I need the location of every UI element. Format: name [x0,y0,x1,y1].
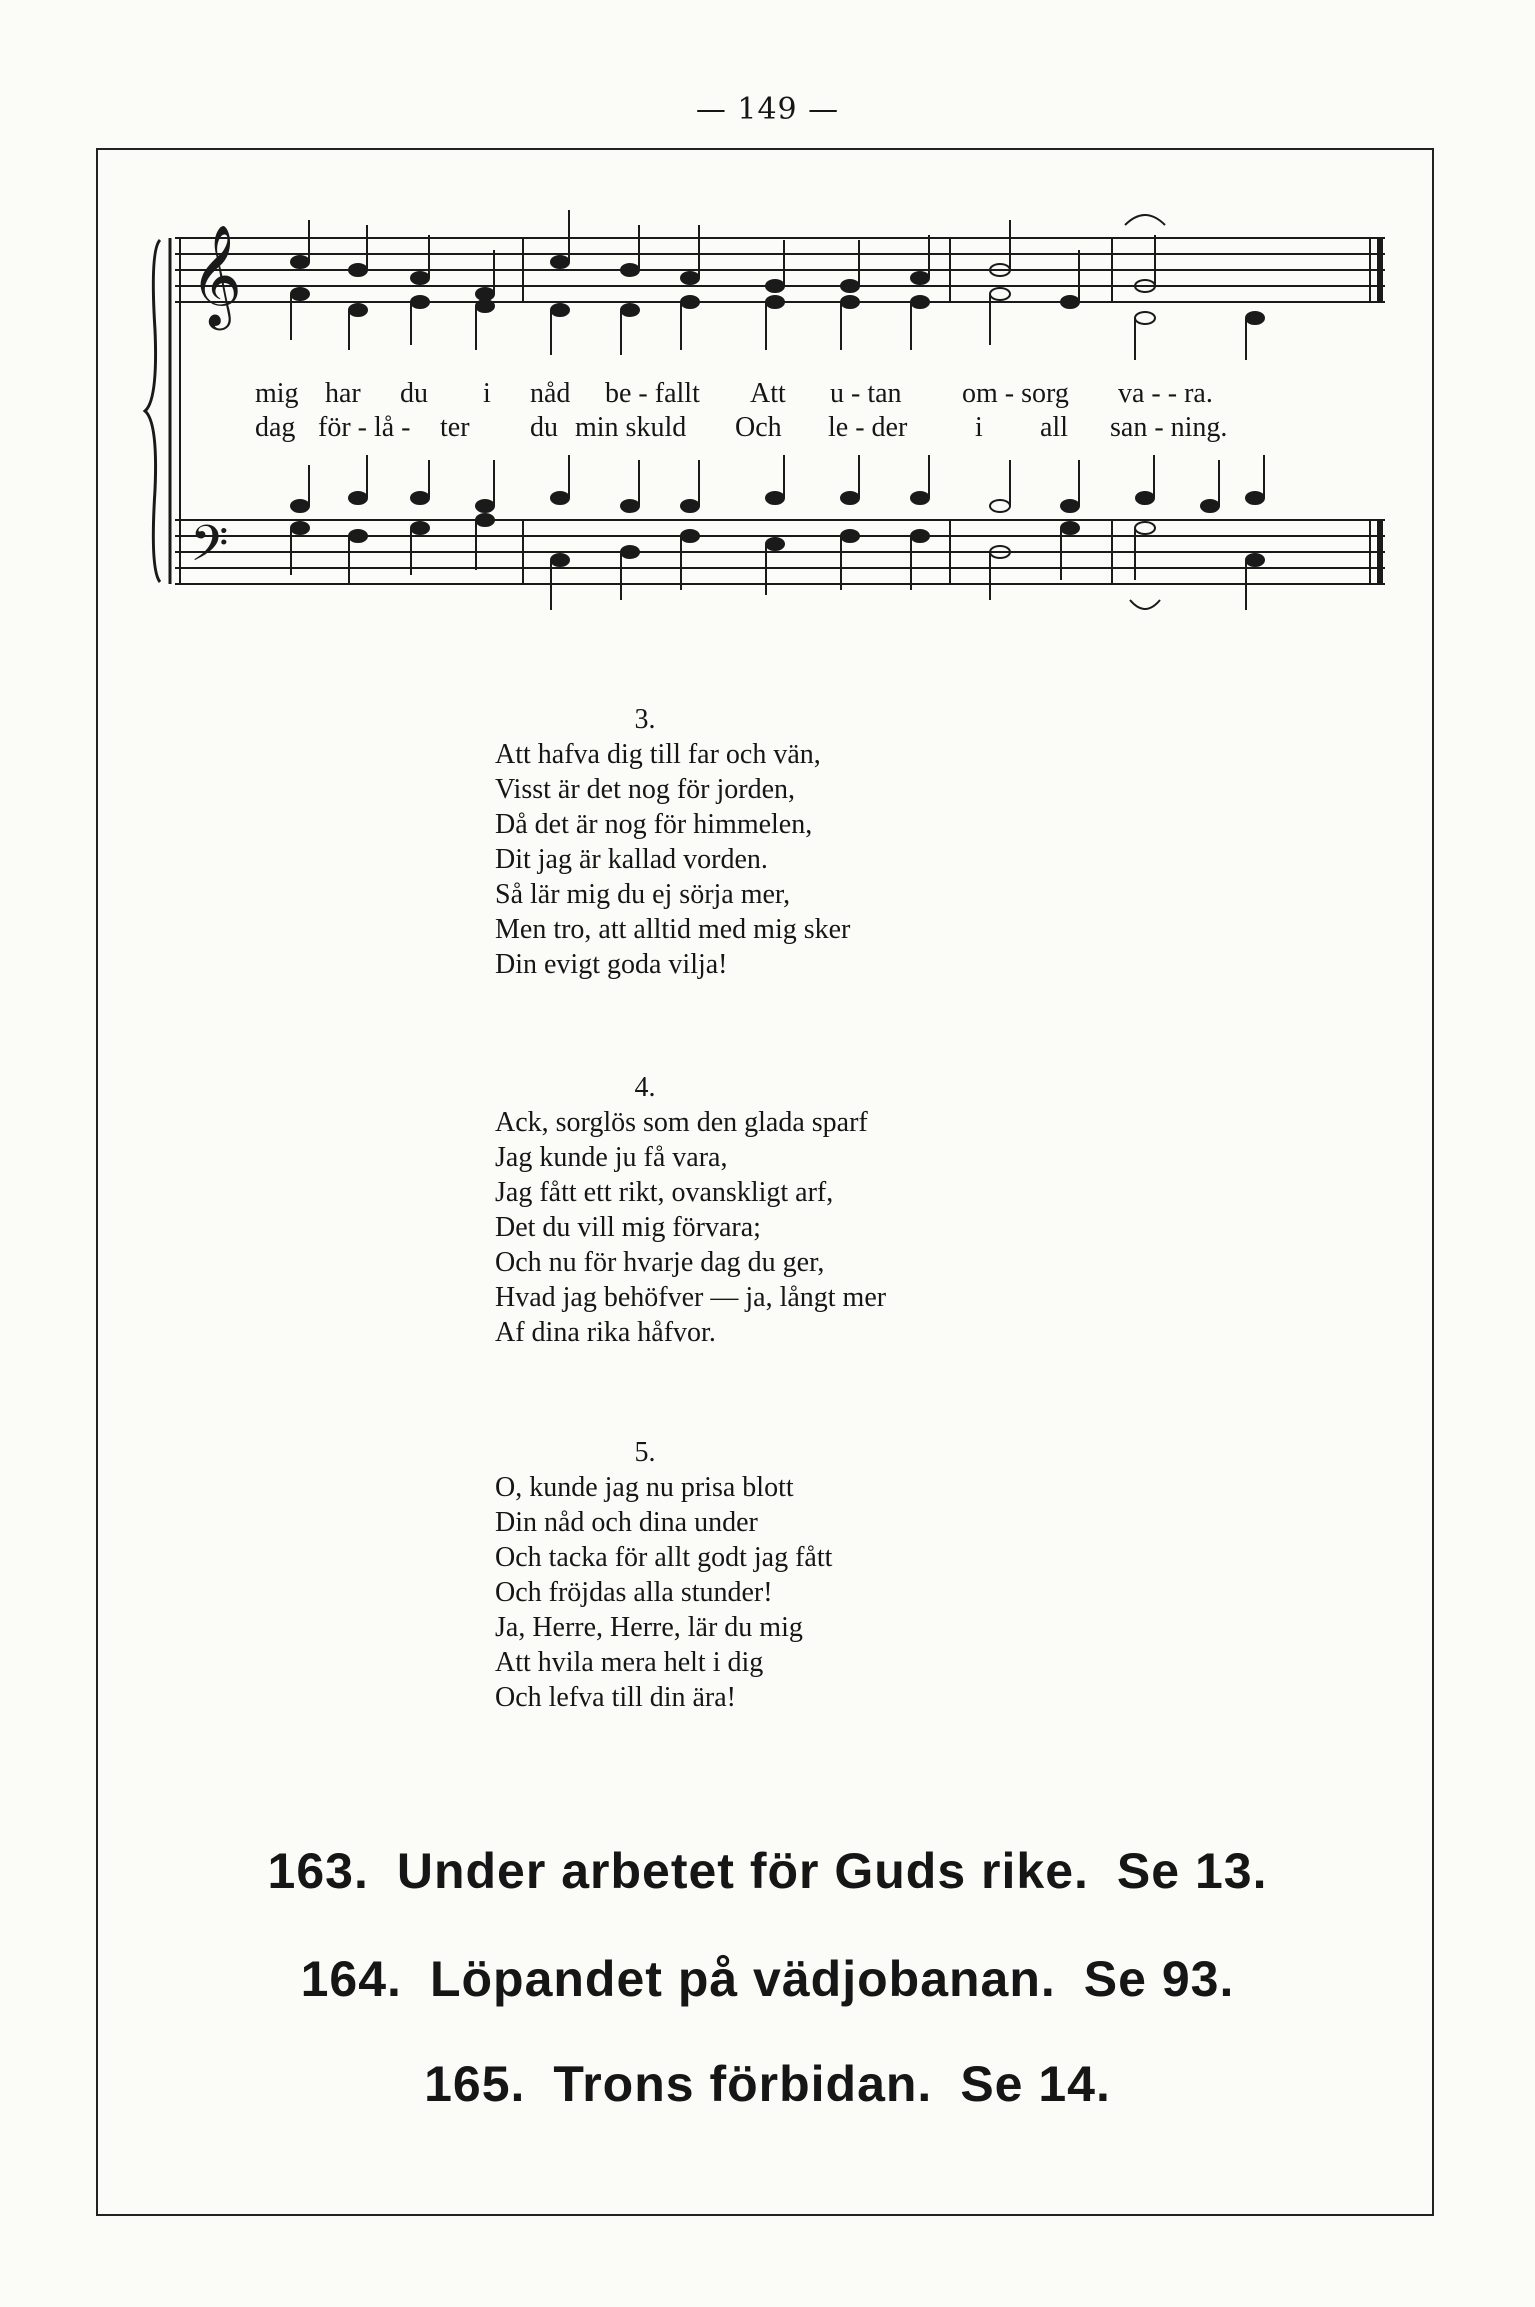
lyric-2-2: för - lå - [318,412,411,443]
verse-line: Och tacka för allt godt jag fått [495,1542,833,1573]
hymn-reference [0,1950,1535,2008]
ref-number: 163. [267,1843,369,1899]
ref-title: Under arbetet för Guds rike. [396,1843,1089,1899]
lyric-1-7: Att [750,378,786,409]
verse-line: Så lär mig du ej sörja mer, [495,879,791,910]
hymn-reference [0,2055,1535,2113]
verse-number: 5. [634,1437,656,1468]
verse-line: Din evigt goda vilja! [495,949,728,980]
lyric-1-3: du [400,378,428,409]
verse-line: Hvad jag behöfver — ja, långt mer [495,1282,887,1313]
lyric-2-1: dag [255,412,296,443]
lyric-1-8: u - tan [830,378,902,409]
ref-see: Se 14. [960,2056,1111,2112]
verse-line: Och fröjdas alla stunder! [495,1577,773,1608]
lyric-2-3: ter [440,412,470,443]
music-score [0,0,1535,640]
page-number: — 149 — [695,92,840,127]
ref-number: 165. [424,2056,526,2112]
verse-line: Din nåd och dina under [495,1507,758,1538]
lyric-1-5: nåd [530,378,571,409]
verse-line: Men tro, att alltid med mig sker [495,914,851,945]
verse-5 [495,1435,832,1715]
ref-number: 164. [300,1951,402,2007]
verse-line: Och nu för hvarje dag du ger, [495,1247,825,1278]
verse-line: O, kunde jag nu prisa blott [495,1472,794,1503]
lyric-2-5: min skuld [575,412,687,443]
verse-number: 4. [634,1072,656,1103]
ref-title: Trons förbidan. [553,2056,933,2112]
verse-line: Det du vill mig förvara; [495,1212,761,1243]
verse-line: Af dina rika håfvor. [495,1317,716,1348]
lyric-2-10: san - ning. [1110,412,1228,443]
lyric-1-10: va - - ra. [1118,378,1213,409]
lyric-1-4: i [483,378,491,409]
lyric-1-2: har [325,378,361,409]
verse-line: Jag kunde ju få vara, [495,1142,728,1173]
verse-line: Då det är nog för himmelen, [495,809,813,840]
ref-see: Se 13. [1116,1843,1268,1899]
verse-line: Visst är det nog för jorden, [495,774,796,805]
svg-text:𝄢: 𝄢 [190,515,229,585]
lyric-2-7: le - der [828,412,908,443]
hymn-reference [0,1842,1535,1900]
svg-text:𝄞: 𝄞 [190,223,243,326]
verse-line: Och lefva till din ära! [495,1682,737,1713]
verse-line: Ack, sorglös som den glada sparf [495,1107,868,1138]
verse-number: 3. [634,704,656,735]
verse-4 [495,1070,886,1350]
verse-line: Att hvila mera helt i dig [495,1647,764,1678]
verse-line: Ja, Herre, Herre, lär du mig [495,1612,803,1643]
ref-title: Löpandet på vädjobanan. [429,1951,1056,2007]
lyric-2-4: du [530,412,558,443]
verse-3 [495,702,850,982]
lyric-2-8: i [975,412,983,443]
lyric-1-1: mig [255,378,299,409]
verse-line: Jag fått ett rikt, ovanskligt arf, [495,1177,834,1208]
lyric-1-6: be - fallt [605,378,700,409]
verse-line: Dit jag är kallad vorden. [495,844,768,875]
lyric-1-9: om - sorg [962,378,1069,409]
lyric-2-6: Och [735,412,782,443]
lyric-2-9: all [1040,412,1068,443]
verse-line: Att hafva dig till far och vän, [495,739,821,770]
ref-see: Se 93. [1083,1951,1235,2007]
